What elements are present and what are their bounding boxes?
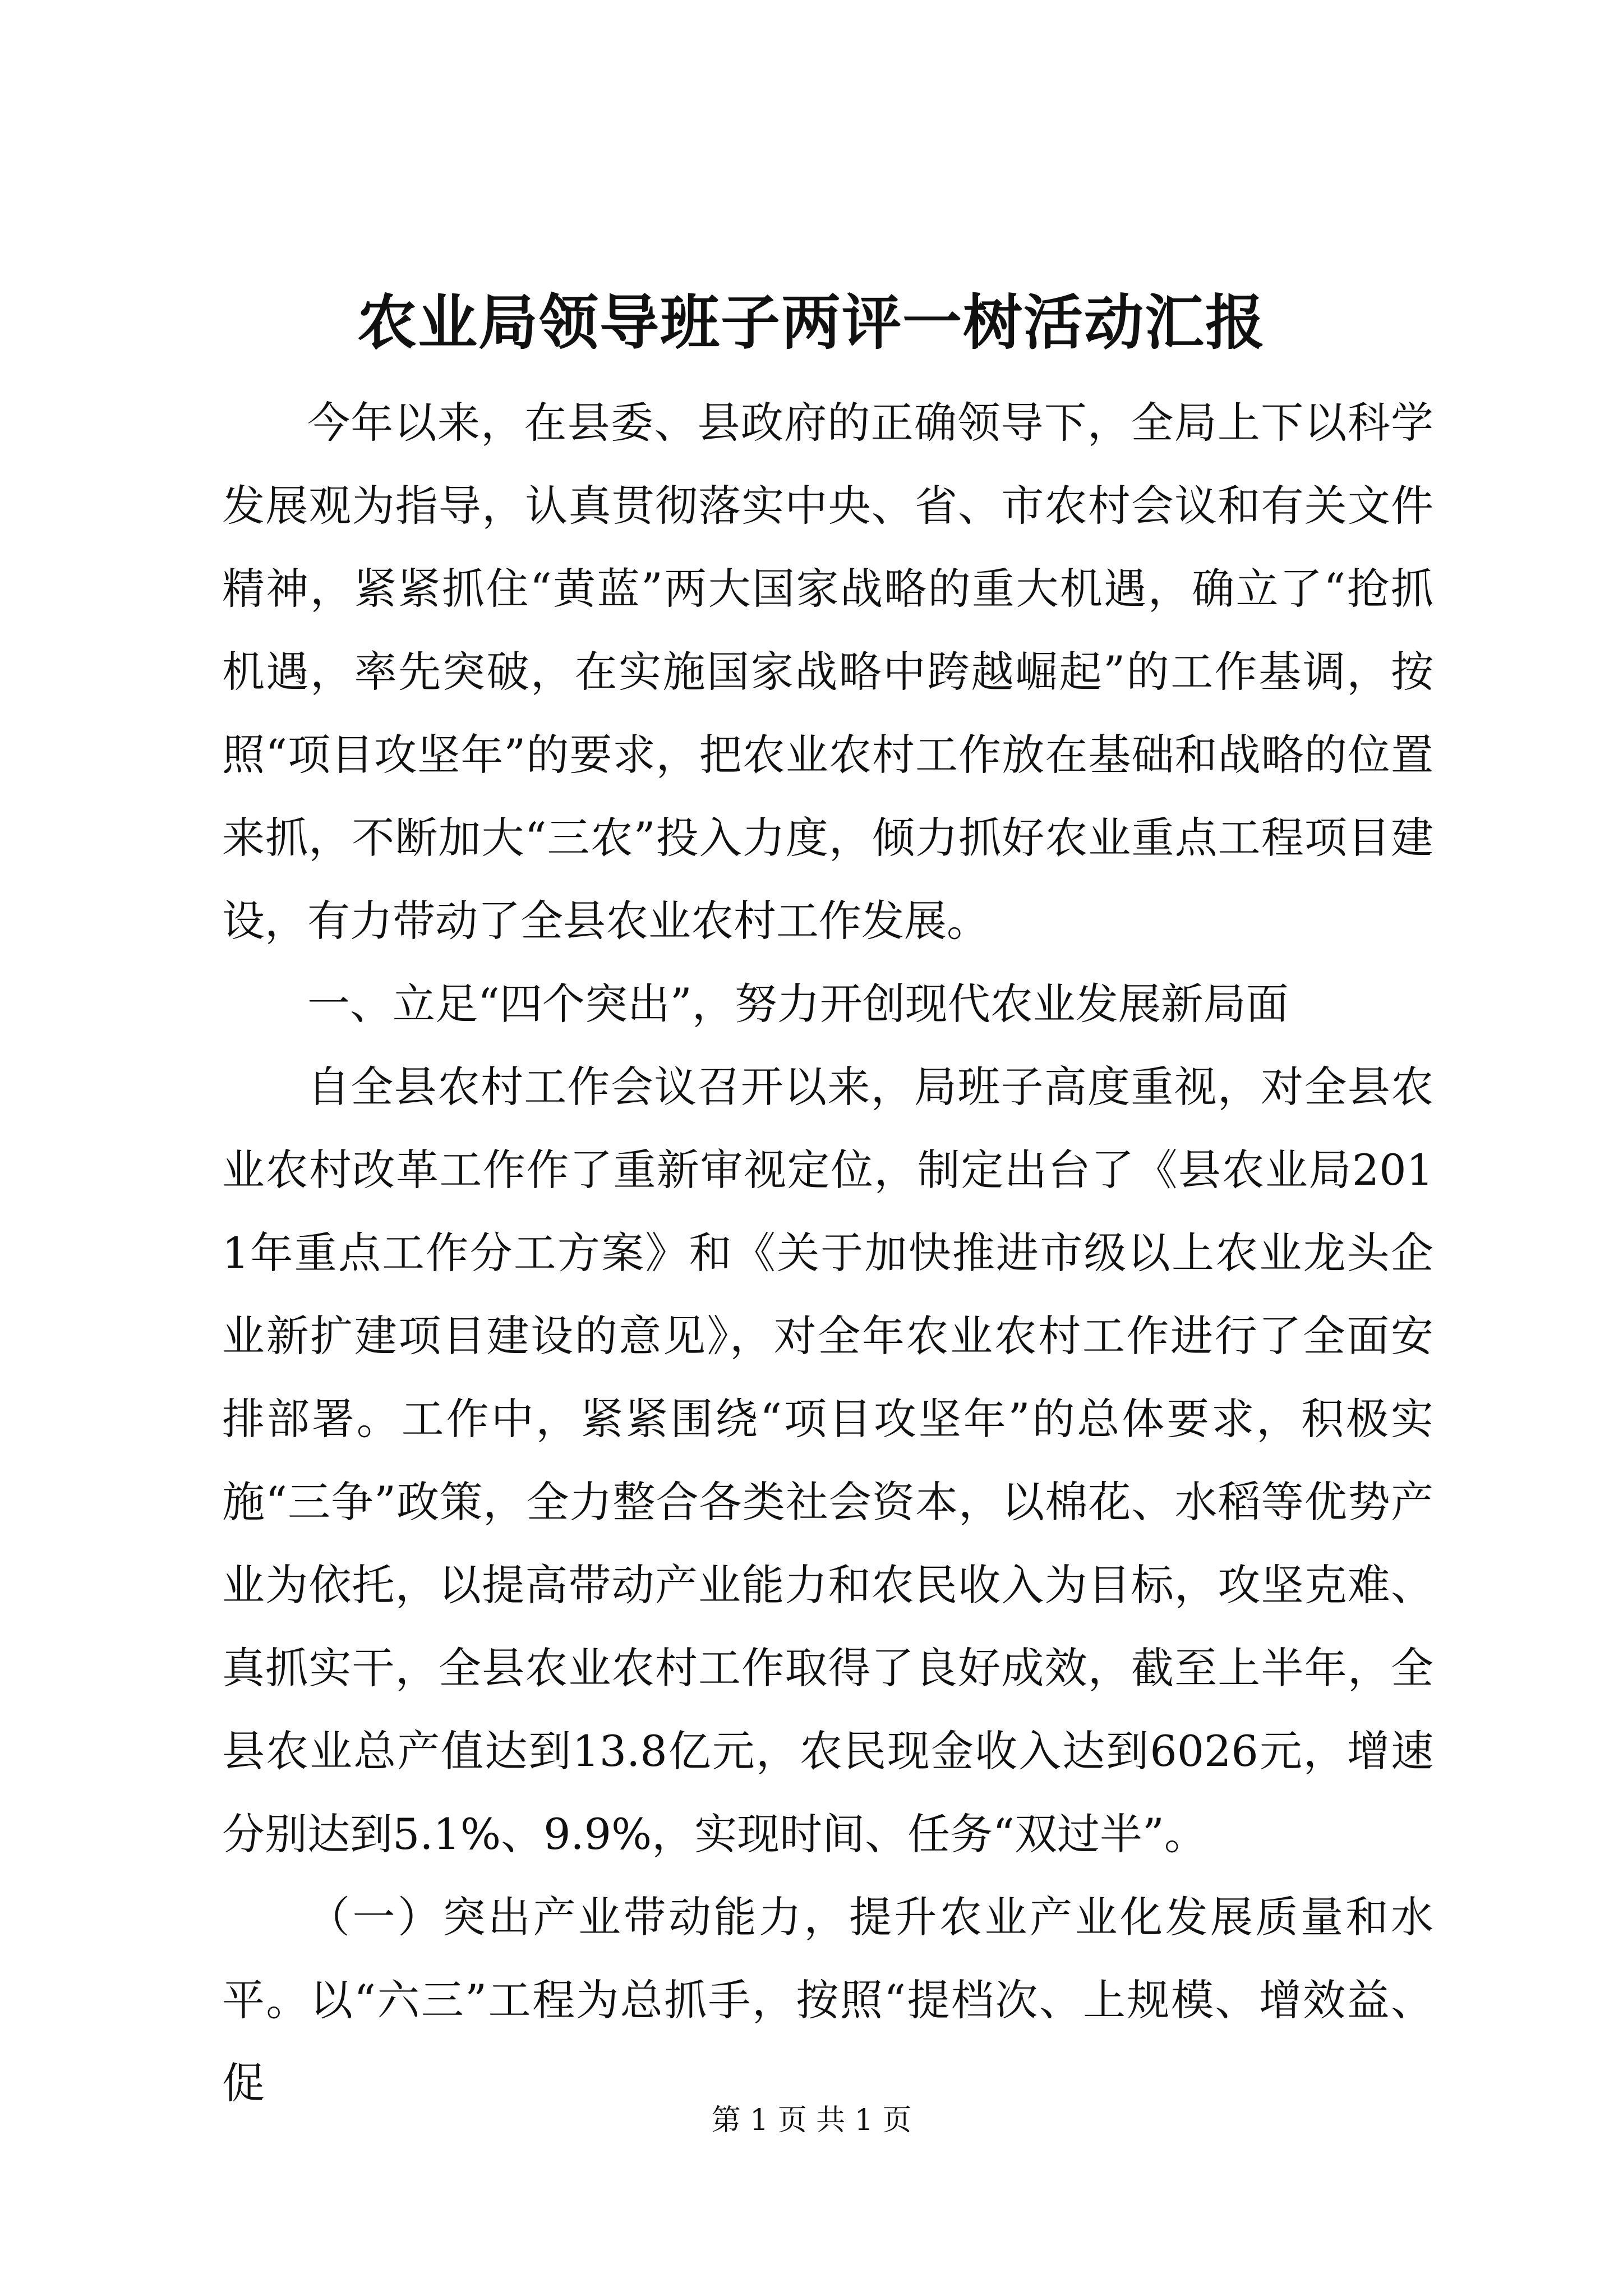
section-heading-1: 一、立足“四个突出”，努力开创现代农业发展新局面 bbox=[307, 979, 1289, 1029]
document-title: 农业局领导班子两评一树活动汇报 bbox=[357, 287, 1266, 357]
paragraph-intro: 今年以来，在县委、县政府的正确领导下，全局上下以科学发展观为指导，认真贯彻落实中央、省、市农村会议和有关文件精神，紧紧抓住“黄蓝”两大国家战略的重大机遇，确立了“抢抓机遇，率先突破，在实施国家战略中跨越崛起”的工作基调，按照“项目攻坚年”的要求，把农业农村工作放在基础和战略的位置来抓，不断加大“三农”投入力度，倾力抓好农业重点工程项目建设，有力带动了全县农业农村工作发展。 bbox=[222, 398, 1433, 946]
document-body bbox=[222, 381, 1433, 2125]
paragraph-subsection-1: （一）突出产业带动能力，提升农业产业化发展质量和水平。以“六三”工程为总抓手，按照“提档次、上规模、增效益、促 bbox=[222, 1892, 1433, 2108]
paragraph-section-1: 自全县农村工作会议召开以来，局班子高度重视，对全县农业农村改革工作作了重新审视定位，制定出台了《县农业局2011年重点工作分工方案》和《关于加快推进市级以上农业龙头企业新扩建项目建设的意见》，对全年农业农村工作进行了全面安排部署。工作中，紧紧围绕“项目攻坚年”的总体要求，积极实施“三争”政策，全力整合各类社会资本，以棉花、水稻等优势产业为依托，以提高带动产业能力和农民收入为目标，攻坚克难、真抓实干，全县农业农村工作取得了良好成效，截至上半年，全县农业总产值达到13.8亿元，农民现金收入达到6026元，增速分别达到5.1%、9.9%，实现时间、任务“双过半”。 bbox=[222, 1062, 1433, 1859]
page-number-footer: 第 1 页 共 1 页 bbox=[711, 2104, 912, 2137]
